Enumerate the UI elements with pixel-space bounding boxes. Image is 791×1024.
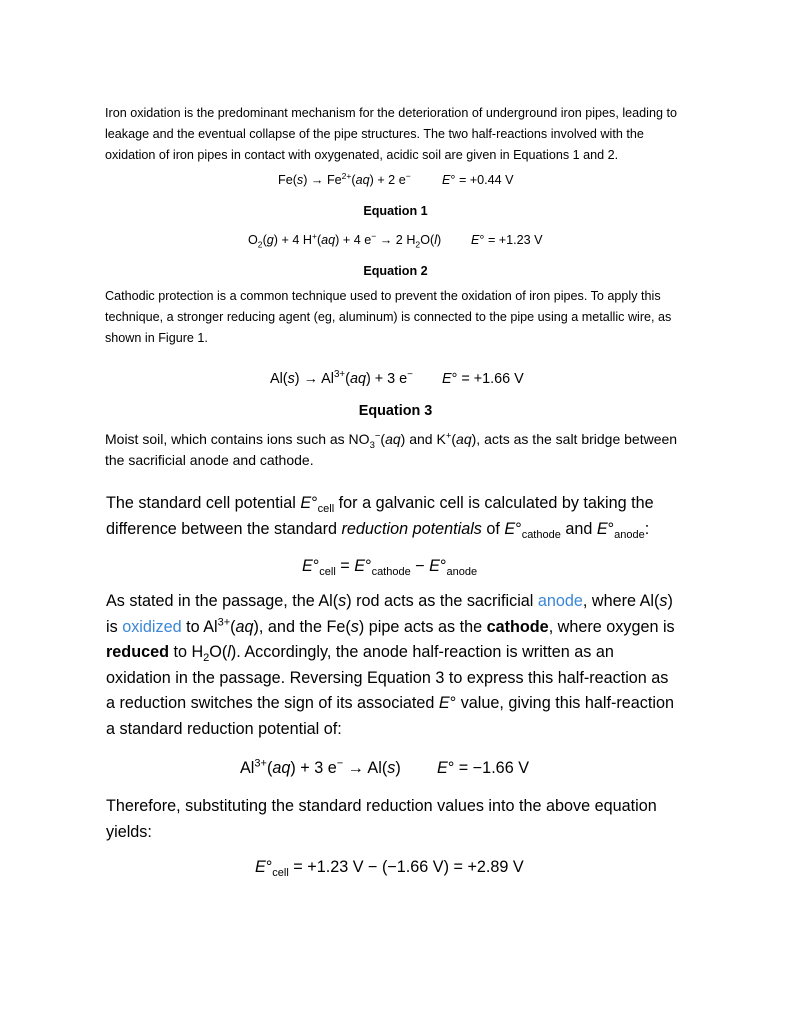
equation-3-potential: E° = +1.66 V	[442, 371, 524, 387]
reduced-term: reduced	[106, 643, 169, 661]
anode-link[interactable]: anode	[537, 592, 583, 610]
equation-3-label: Equation 3	[358, 403, 433, 419]
explanation-paragraph-3	[106, 794, 706, 845]
equation-1-reaction: $Fe(s) \to Fe^{2+}(aq) + 2$ e−	[278, 170, 411, 187]
explanation-2-line-3: reduced to $H_2O(l)$. Accordingly, the anode half-reaction is written as an	[106, 643, 614, 665]
equation-1-potential: E° = +0.44 V	[442, 173, 514, 187]
explanation-2-line-1: As stated in the passage, the Al(s) rod acts as the sacrificial anode, where Al(s)	[106, 592, 673, 610]
cell-potential-result: $E^\circ_{cell} = +1.23$ V − (−1.66 V) = +2.89 V	[255, 858, 524, 880]
cathodic-line-1: Cathodic protection is a common technique used to prevent the oxidation of iron pipes. To apply this	[105, 289, 661, 303]
equation-1-label: Equation 1	[363, 204, 428, 218]
explanation-paragraph-1	[106, 491, 706, 542]
equation-2-reaction: $O_2(g) + 4$ H+(aq) + 4 e− → 2 $H_2O(l)$	[248, 230, 442, 250]
equation-2-label: Equation 2	[363, 264, 428, 278]
equation-2-potential: E° = +1.23 V	[471, 233, 543, 247]
reduction-potential: E° = −1.66 V	[437, 759, 529, 777]
soil-line-2: the sacrificial anode and cathode.	[105, 452, 314, 468]
passage-intro	[105, 103, 725, 166]
explanation-1-line-1: The standard cell potential $E^\circ_{cell}$ for a galvanic cell is calculated by taking the	[106, 494, 654, 516]
reduction-half-reaction: $Al^{3+}(aq) + 3$ e− → Al(s)	[240, 757, 401, 777]
explanation-3-line-2: yields:	[106, 822, 152, 841]
explanation-2-line-4: oxidation in the passage. Reversing Equation 3 to express this half-reaction as	[106, 668, 669, 687]
soil-paragraph	[105, 429, 725, 471]
cathodic-line-3: shown in Figure 1.	[105, 331, 208, 345]
cathode-term: cathode	[486, 617, 549, 636]
intro-line-1: Iron oxidation is the predominant mechanism for the deterioration of underground iron pipes, leading to	[105, 106, 677, 120]
explanation-paragraph-2	[106, 589, 706, 742]
oxidized-link[interactable]: oxidized	[122, 617, 182, 636]
equation-3-reaction: $Al(s) \to Al^{3+}(aq) + 3$ e−	[270, 369, 413, 387]
cathodic-line-2: technique, a stronger reducing agent (eg, aluminum) is connected to the pipe using a metallic wire, as	[105, 310, 672, 324]
cathodic-protection-paragraph	[105, 286, 725, 349]
explanation-1-line-2: difference between the standard reduction potentials of $E^\circ_{cathode}$ and $E^\circ_{anode}$:	[106, 519, 650, 541]
explanation-2-line-6: a standard reduction potential of:	[106, 719, 342, 738]
intro-line-3: oxidation of iron pipes in contact with oxygenated, acidic soil are given in Equations 1 and 2.	[105, 148, 619, 162]
soil-line-1: Moist soil, which contains ions such as $NO_3^-(aq)$ and K+(aq), acts as the salt bridge between	[105, 430, 678, 451]
cell-potential-formula: $E^\circ_{cell} = E^\circ_{cathode} - E^\circ_{anode}$	[302, 557, 478, 579]
intro-line-2: leakage and the eventual collapse of the pipe structures. The two half-reactions involved with the	[105, 127, 644, 141]
explanation-3-line-1: Therefore, substituting the standard reduction values into the above equation	[106, 797, 657, 815]
explanation-2-line-2: is oxidized to $Al^{3+}(aq)$, and the Fe(s) pipe acts as the cathode, where oxygen is	[106, 616, 675, 636]
explanation-2-line-5: a reduction switches the sign of its associated E° value, giving this half-reaction	[106, 694, 674, 712]
